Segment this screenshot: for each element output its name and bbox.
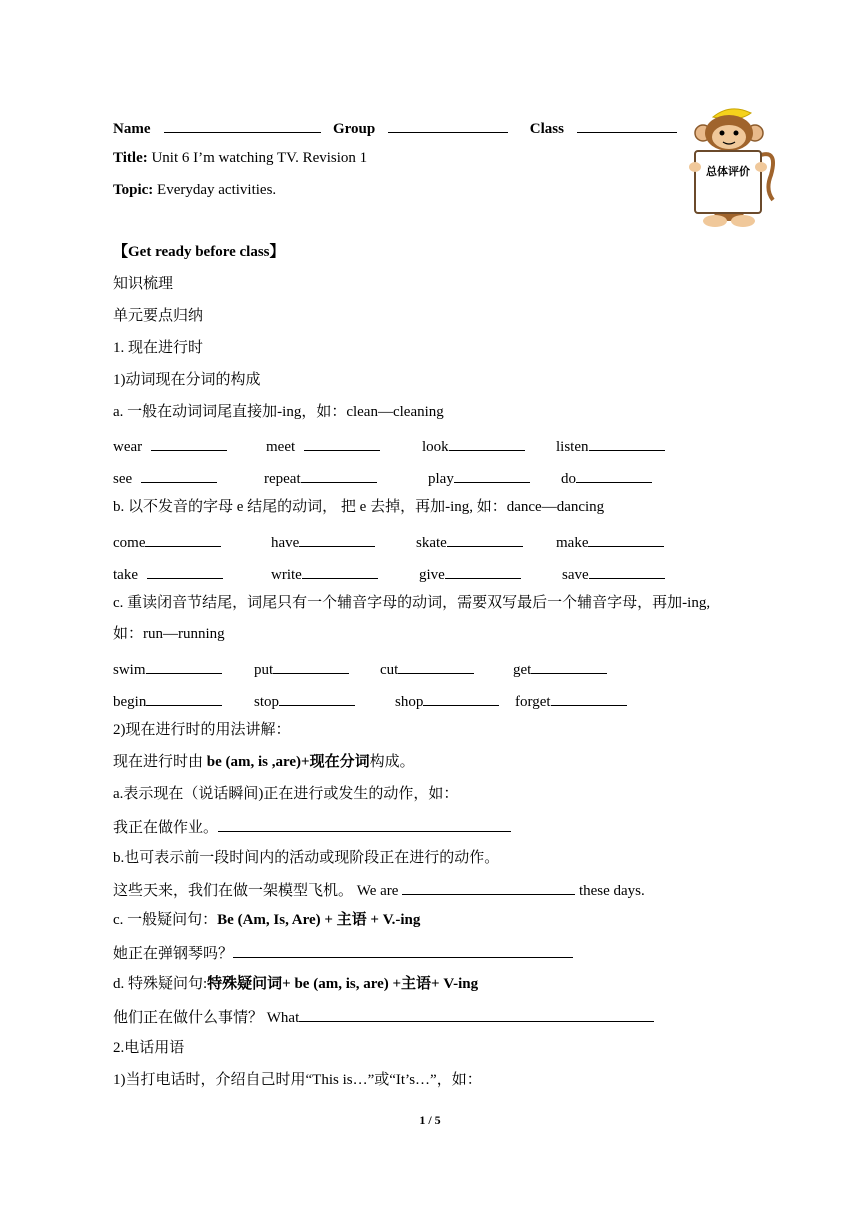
- answer-blank[interactable]: [218, 816, 511, 832]
- rule-a-row-2: [113, 467, 733, 487]
- structure-pre: 现在进行时由: [113, 754, 207, 770]
- rule-b: b. 以不发音的字母 e 结尾的动词， 把 e 去掉，再加-ing, 如：dance—dancing: [113, 499, 605, 515]
- answer-blank[interactable]: [402, 879, 575, 895]
- monkey-evaluation-icon: [683, 105, 778, 230]
- usage-c: [113, 910, 420, 930]
- answer-blank[interactable]: [147, 563, 223, 579]
- word: come: [113, 535, 146, 551]
- answer-blank[interactable]: [299, 531, 375, 547]
- usage-b-example-end: these days.: [575, 883, 645, 899]
- rule-c-row-1: [113, 658, 733, 678]
- usage-b: b.也可表示前一段时间内的活动或现阶段正在进行的动作。: [113, 850, 500, 866]
- word: get: [513, 662, 532, 678]
- name-label: Name: [113, 121, 151, 137]
- page-number: 1 / 5: [419, 1113, 441, 1127]
- sub-heading-2: 单元要点归纳: [113, 308, 204, 324]
- sub-heading-1: 知识梳理: [113, 276, 174, 292]
- word: write: [271, 567, 302, 583]
- word: cut: [380, 662, 399, 678]
- usage-c-example-text: 她正在弹钢琴吗？: [113, 946, 234, 962]
- rule-c-row-2: [113, 690, 733, 710]
- usage-d-example: [113, 1006, 654, 1028]
- item-2-1: 1)当打电话时，介绍自己时用“This is…”或“It’s…”，如：: [113, 1072, 482, 1088]
- structure-formula: be (am, is ,are)+现在分词: [206, 754, 370, 770]
- rule-c-example: 如：run—running: [113, 626, 225, 642]
- usage-d-example-text: 他们正在做什么事情？ What: [113, 1010, 300, 1026]
- answer-blank[interactable]: [304, 435, 380, 451]
- answer-blank[interactable]: [301, 467, 377, 483]
- word: have: [271, 535, 300, 551]
- word: begin: [113, 694, 147, 710]
- rule-a: a. 一般在动词词尾直接加-ing，如：clean—cleaning: [113, 404, 444, 420]
- topic-label: Topic:: [113, 182, 154, 198]
- item-1-1: 1)动词现在分词的构成: [113, 372, 261, 388]
- group-label: Group: [333, 121, 376, 137]
- answer-blank[interactable]: [302, 563, 378, 579]
- answer-blank[interactable]: [423, 690, 499, 706]
- header-fields: [113, 117, 677, 139]
- word: repeat: [264, 471, 301, 487]
- usage-c-example: [113, 942, 573, 964]
- usage-a: a.表示现在（说话瞬间)正在进行或发生的动作，如：: [113, 786, 459, 802]
- word: put: [254, 662, 274, 678]
- class-label: Class: [529, 121, 564, 137]
- word: look: [422, 439, 449, 455]
- usage-d-label: d. 特殊疑问句:: [113, 976, 208, 992]
- item-1-2: 2)现在进行时的用法讲解：: [113, 722, 291, 738]
- rule-b-row-2: [113, 563, 733, 583]
- word: swim: [113, 662, 146, 678]
- answer-blank[interactable]: [576, 467, 652, 483]
- structure-line: [113, 752, 415, 772]
- answer-blank[interactable]: [145, 531, 221, 547]
- answer-blank[interactable]: [449, 435, 525, 451]
- class-blank[interactable]: [577, 117, 677, 133]
- word: listen: [556, 439, 589, 455]
- answer-blank[interactable]: [588, 531, 664, 547]
- answer-blank[interactable]: [146, 658, 222, 674]
- topic-line: [113, 180, 276, 200]
- word: make: [556, 535, 589, 551]
- usage-d: [113, 974, 478, 994]
- answer-blank[interactable]: [445, 563, 521, 579]
- word: play: [428, 471, 454, 487]
- usage-c-formula: Be (Am, Is, Are) + 主语 + V.-ing: [217, 912, 421, 928]
- answer-blank[interactable]: [589, 435, 665, 451]
- title-line: [113, 148, 367, 168]
- title-label: Title:: [113, 150, 148, 166]
- topic-value: Everyday activities.: [153, 182, 277, 198]
- answer-blank[interactable]: [299, 1006, 654, 1022]
- word: save: [562, 567, 589, 583]
- answer-blank[interactable]: [151, 435, 227, 451]
- answer-blank[interactable]: [447, 531, 523, 547]
- usage-a-example-text: 我正在做作业。: [113, 820, 219, 836]
- word: wear: [113, 439, 146, 455]
- usage-c-label: c. 一般疑问句：: [113, 912, 218, 928]
- section-heading: 【Get ready before class】: [113, 244, 285, 260]
- answer-blank[interactable]: [589, 563, 665, 579]
- word: forget: [515, 694, 551, 710]
- item-1: 1. 现在进行时: [113, 340, 204, 356]
- answer-blank[interactable]: [141, 467, 217, 483]
- usage-b-example-text: 这些天来，我们在做一架模型飞机。 We are: [113, 883, 403, 899]
- name-blank[interactable]: [164, 117, 321, 133]
- answer-blank[interactable]: [279, 690, 355, 706]
- answer-blank[interactable]: [273, 658, 349, 674]
- word: meet: [266, 439, 299, 455]
- word: do: [561, 471, 576, 487]
- usage-b-example: [113, 879, 645, 901]
- word: stop: [254, 694, 280, 710]
- title-value: Unit 6 I’m watching TV. Revision 1: [147, 150, 368, 166]
- word: take: [113, 567, 142, 583]
- rule-b-row-1: [113, 531, 733, 551]
- answer-blank[interactable]: [233, 942, 573, 958]
- word: give: [419, 567, 445, 583]
- badge-text: 总体评价: [706, 165, 750, 178]
- answer-blank[interactable]: [146, 690, 222, 706]
- item-2: 2.电话用语: [113, 1040, 185, 1056]
- group-blank[interactable]: [388, 117, 508, 133]
- rule-c: c. 重读闭音节结尾，词尾只有一个辅音字母的动词，需要双写最后一个辅音字母，再加-ing,: [113, 595, 711, 611]
- word: see: [113, 471, 136, 487]
- usage-d-formula: 特殊疑问词+ be (am, is, are) +主语+ V-ing: [207, 976, 479, 992]
- structure-post: 构成。: [369, 754, 415, 770]
- usage-a-example: [113, 816, 511, 838]
- answer-blank[interactable]: [531, 658, 607, 674]
- rule-a-row-1: [113, 435, 733, 455]
- answer-blank[interactable]: [398, 658, 474, 674]
- word: shop: [395, 694, 424, 710]
- answer-blank[interactable]: [454, 467, 530, 483]
- answer-blank[interactable]: [551, 690, 627, 706]
- word: skate: [416, 535, 447, 551]
